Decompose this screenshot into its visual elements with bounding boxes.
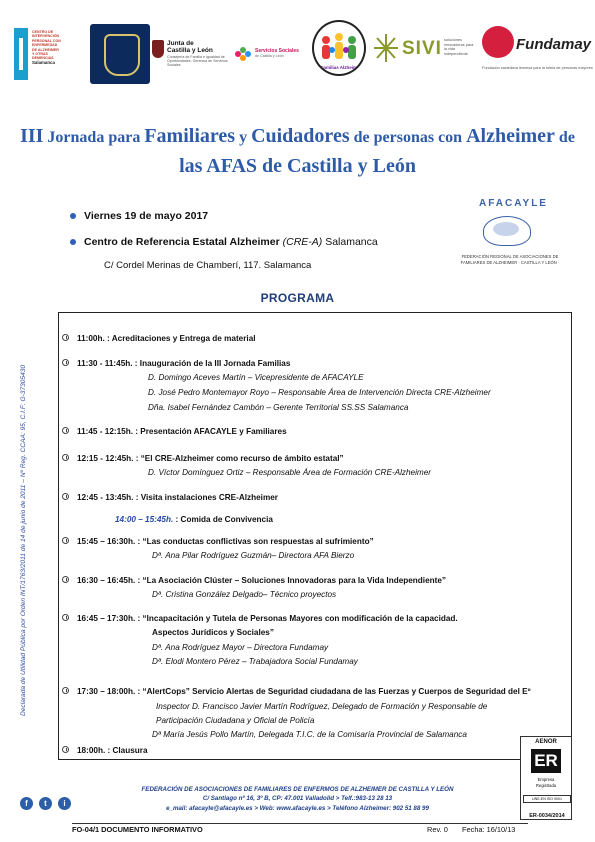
circle-logo-text: Familias Alzheimer [320,65,362,70]
centro-logo-line: ENFERMEDAD [32,43,58,48]
sivi-name: SIVI [402,38,442,59]
servicios-sociales-logo [233,44,305,66]
speaker: Dª. Ana Rodríguez Mayor – Directora Fundamay [152,643,329,652]
title-line-1 [20,122,575,152]
event-venue: Centro de Referencia Estatal Alzheimer (CRE-A) Salamanca [84,236,378,248]
sivi-star-icon [372,32,400,64]
centro-logo-line: DE ALZHEIMER [32,47,59,52]
document-title [20,122,575,180]
centro-logo-line: Y OTRAS [32,52,48,57]
centro-logo-line: DEMENCIAS [32,56,54,61]
ss-name: Servicios Sociales [255,48,299,54]
footer-contact: FEDERACIÓN DE ASOCIACIONES DE FAMILIARES DE ENFERMOS DE ALZHEIMER DE CASTILLA Y LEÓN C/ Santiago nº 16, 3º B, CP: 47.001 Valladolid > Telf.:983-13 28 13 e_mail: afacayle@afacayle.es > Web: www.afacayle.es > Teléfono Alzheimer: 902 51 88 99 [141,786,454,812]
clock-icon [62,614,69,621]
centro-alzheimer-logo [14,24,74,86]
fundamay-circle-icon [482,26,514,58]
jcyl-name: Junta de Castilla y León [167,40,213,54]
program-item-continued: Aspectos Jurídicos y Sociales” [152,628,274,637]
programa-heading: PROGRAMA [260,291,335,305]
title-segment: de personas con [349,129,467,146]
title-segment: Alzheimer [466,125,555,147]
speaker: D. Domingo Aceves Martín – Vicepresidente de AFACAYLE [148,373,364,382]
event-date: Viernes 19 de mayo 2017 [84,210,208,222]
speaker: D. José Pedro Montemayor Royo – Responsable Área de Intervención Directa CRE-Alzheimer [148,388,491,397]
clock-icon [62,746,69,753]
facebook-icon[interactable]: f [20,797,33,810]
legal-sidebar: Declarada de Utilidad Pública por Orden INT/1763/2011 de 14 de junio de 2011 – Nº Reg. CCAA: 95, C.I.F: G-37305430 [20,364,27,716]
lunch-item: 14:00 – 15:45h. : Comida de Convivencia [115,515,273,524]
speaker: Dña. Isabel Fernández Cambón – Gerente Territorial SS.SS Salamanca [148,403,409,412]
logo-number-one [14,28,28,80]
jcyl-dept: Consejería de Familia e Igualdad de Oportunidades. Gerencia de Servicios Sociales [167,55,228,68]
centro-logo-line: Salamanca [32,59,55,65]
aenor-seal: AENOR ER Empresa Registrada UNE-EN ISO 9001 [520,736,572,820]
afacayle-name: AFACAYLE [479,198,548,209]
afacayle-emblem-inner [493,222,519,236]
centro-logo-text [32,30,76,65]
speaker: Dª. Cristina González Delgado– Técnico proyectos [152,590,337,599]
fundamay-tag: Fundación castellana leonesa para la tutela de personas mayores [482,66,593,70]
centro-logo-line: INTERVENCIÓN [32,34,60,39]
twitter-icon[interactable]: t [39,797,52,810]
afacayle-desc: FEDERACIÓN REGIONAL DE ASOCIACIONES DE FAMILIARES DE ALZHEIMER · CASTILLA Y LEÓN · [460,254,560,265]
title-segment: Jornada para [43,129,145,146]
clock-icon [62,687,69,694]
title-segment: Familiares [144,125,236,147]
title-segment: Cuidadores [251,125,350,147]
title-segment: III [20,125,44,147]
clock-icon [62,334,69,341]
speaker: Dª. Ana Pilar Rodríguez Guzmán– Directora AFA Bierzo [152,551,355,560]
title-segment: de [554,129,575,146]
sivi-desc: soluciones innovadoras para la vida independiente [444,38,474,56]
bullet-icon [70,239,76,245]
centro-logo-line: PERSONAL CON [32,38,61,43]
clock-icon [62,359,69,366]
speaker: Dª María Jesús Pollo Martín, Delegada T.I.C. de la Comisaría Provincial de Salamanca [152,730,467,739]
familias-alzheimer-logo [312,20,366,76]
ss-sub: de Castilla y León [255,54,284,58]
clock-icon [62,454,69,461]
centro-logo-line: CENTRO DE [32,30,54,34]
police-badge-icon [104,34,140,76]
policia-nacional-logo [90,24,150,84]
flower-icon [233,46,253,62]
speaker: Participación Ciudadana y Oficial de Policía [156,716,315,725]
er-mark: ER [531,749,561,773]
aenor-id: ER-0034/2014 [529,813,565,819]
afacayle-logo [455,198,565,278]
bullet-icon [70,213,76,219]
event-address: C/ Cordel Merinas de Chamberí, 117. Salamanca [104,260,312,271]
speaker: Inspector D. Francisco Javier Martín Rodríguez, Delegado de Formación y Responsable de [156,702,488,711]
sivi-logo [372,32,472,70]
clock-icon [62,493,69,500]
instagram-icon[interactable]: i [58,797,71,810]
junta-castilla-leon-logo [152,38,228,78]
speaker: Dª. Elodi Montero Pérez – Trabajadora Social Fundamay [152,657,358,666]
title-segment: y [235,129,252,146]
fundamay-name: Fundamay [516,36,592,53]
speaker: D. Víctor Domínguez Ortiz – Responsable Área de Formación CRE-Alzheimer [148,468,432,477]
clock-icon [62,576,69,583]
document-info-bar: FO-04/1 DOCUMENTO INFORMATIVO Rev. 0 Fecha: 16/10/13 [72,823,528,835]
fundamay-logo [482,26,592,76]
crest-icon [152,40,164,58]
clock-icon [62,537,69,544]
clock-icon [62,427,69,434]
title-line-2: las AFAS de Castilla y León [179,155,416,177]
